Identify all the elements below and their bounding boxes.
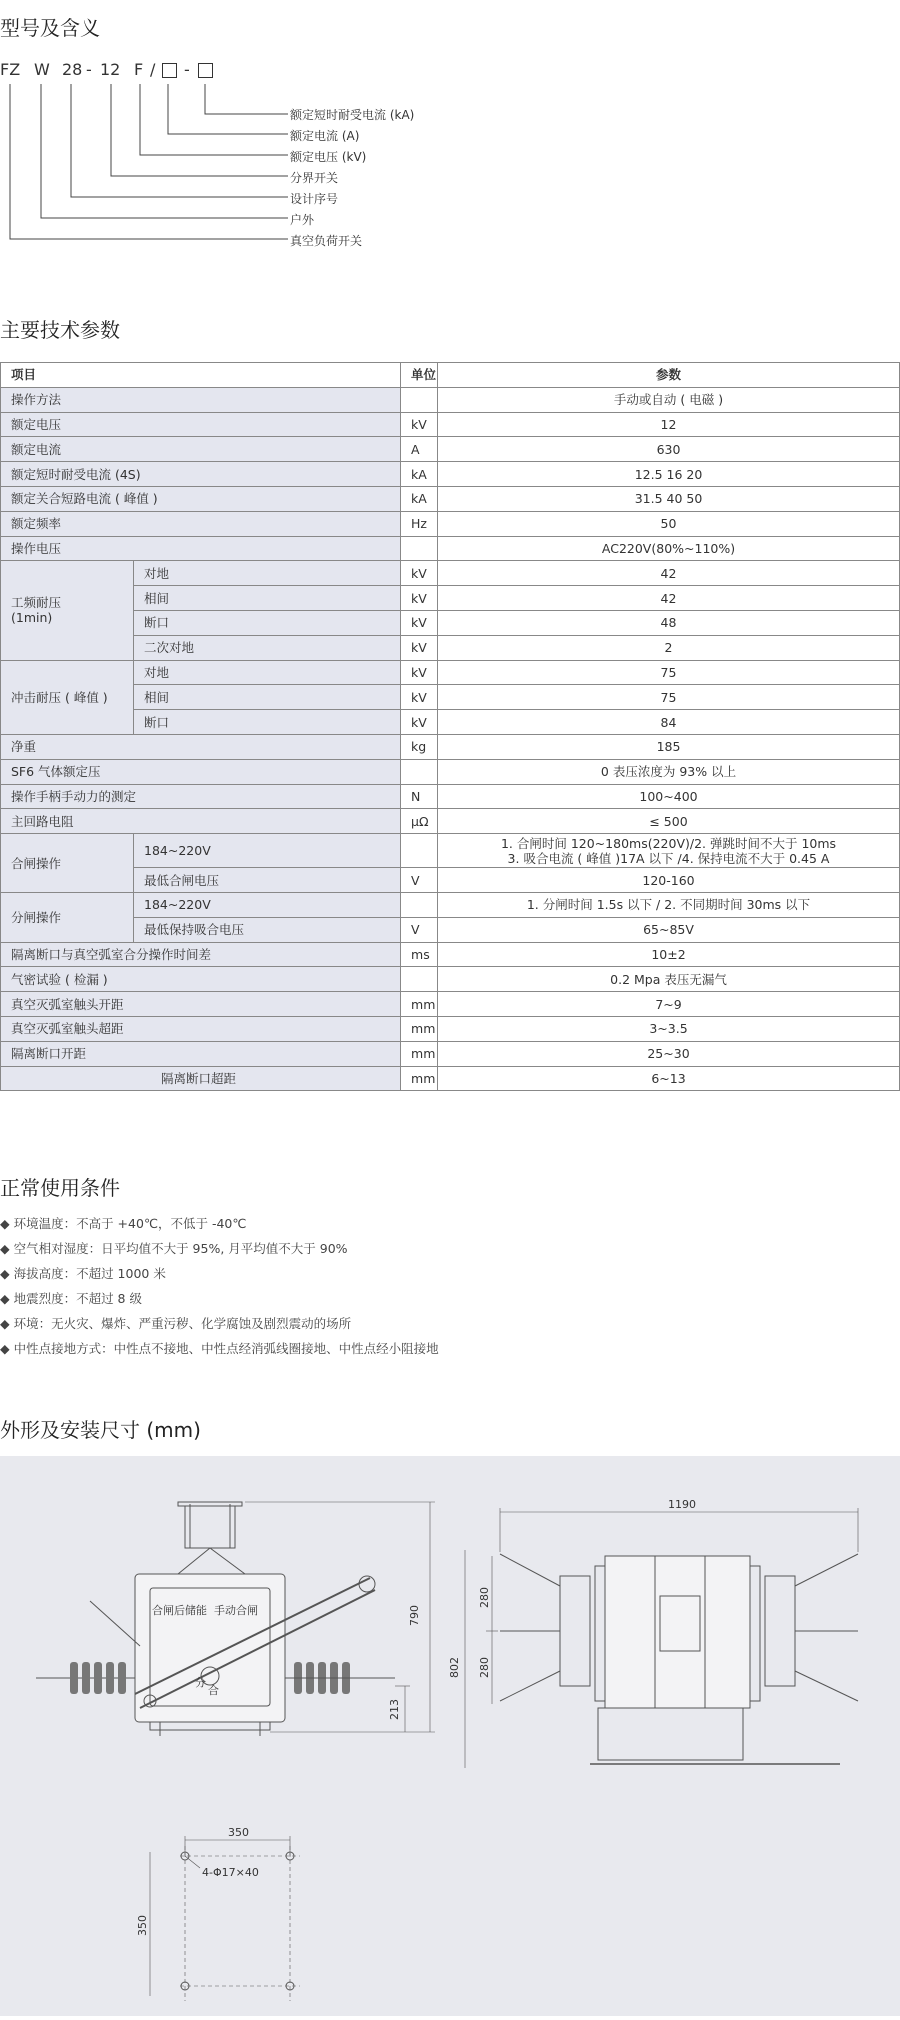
dim-front-height: 790 <box>408 1605 421 1626</box>
row-value: 100~400 <box>438 784 900 809</box>
sub-label: 最低合闸电压 <box>134 868 401 893</box>
row-value-line: 3. 吸合电流 ( 峰值 )17A 以下 /4. 保持电流不大于 0.45 A <box>507 850 830 866</box>
table-row <box>1 387 900 412</box>
row-label: 操作电压 <box>1 536 401 561</box>
row-value: 42 <box>438 586 900 611</box>
group-label-power-freq: 工频耐压 (1min) <box>1 561 134 660</box>
table-row <box>1 561 900 586</box>
sub-label: 相间 <box>134 586 401 611</box>
group-label-closing: 合闸操作 <box>1 834 134 893</box>
sub-label: 二次对地 <box>134 635 401 660</box>
row-unit: N <box>401 784 438 809</box>
row-value: 84 <box>438 710 900 735</box>
dim-base-height: 350 <box>136 1915 149 1936</box>
front-panel-label-1: 合闸后储能 <box>152 1604 207 1617</box>
base-view <box>150 1836 300 2001</box>
row-label: 额定频率 <box>1 511 401 536</box>
table-row <box>1 967 900 992</box>
row-unit <box>401 387 438 412</box>
legend-voltage: 额定电压 (kV) <box>290 150 367 164</box>
row-value: 50 <box>438 511 900 536</box>
table-row <box>1 536 900 561</box>
row-label: 操作手柄手动力的测定 <box>1 784 401 809</box>
table-row <box>1 486 900 511</box>
row-value: 12.5 16 20 <box>438 462 900 487</box>
row-unit <box>401 967 438 992</box>
row-label: 气密试验 ( 检漏 ) <box>1 967 401 992</box>
row-label: 净重 <box>1 734 401 759</box>
table-row <box>1 635 900 660</box>
front-panel-label-2: 手动合闸 <box>214 1604 258 1617</box>
row-value: ≤ 500 <box>438 809 900 834</box>
table-row <box>1 462 900 487</box>
header-item: 项目 <box>1 363 401 388</box>
table-row <box>1 992 900 1017</box>
row-value: 3~3.5 <box>438 1016 900 1041</box>
legend-design-no: 设计序号 <box>290 192 339 206</box>
table-row <box>1 710 900 735</box>
dim-base-width: 350 <box>228 1826 249 1839</box>
table-header-row <box>1 363 900 388</box>
spec-table <box>0 362 900 1091</box>
front-view <box>36 1502 435 1736</box>
table-row <box>1 437 900 462</box>
table-row <box>1 834 900 868</box>
row-value: 手动或自动 ( 电磁 ) <box>438 387 900 412</box>
dim-front-low: 213 <box>388 1699 401 1720</box>
row-label: 额定电流 <box>1 437 401 462</box>
table-row <box>1 734 900 759</box>
dimension-drawing <box>0 1456 900 2016</box>
row-value: 0.2 Mpa 表压无漏气 <box>438 967 900 992</box>
row-value: 10±2 <box>438 942 900 967</box>
row-unit: kA <box>401 462 438 487</box>
row-value: 75 <box>438 660 900 685</box>
dim-side-upper: 280 <box>478 1587 491 1608</box>
sub-label: 对地 <box>134 660 401 685</box>
sub-label: 对地 <box>134 561 401 586</box>
code-dash-2: - <box>184 60 190 79</box>
model-lines <box>0 0 900 260</box>
table-row <box>1 511 900 536</box>
row-value: 25~30 <box>438 1041 900 1066</box>
code-part-w: W <box>34 60 50 79</box>
model-section-title: 型号及含义 <box>0 16 100 40</box>
row-value: 12 <box>438 412 900 437</box>
dim-side-height: 802 <box>448 1657 461 1678</box>
group-label-impulse: 冲击耐压 ( 峰值 ) <box>1 660 134 734</box>
table-row <box>1 868 900 893</box>
row-label: 真空灭弧室触头开距 <box>1 992 401 1017</box>
dim-side-width: 1190 <box>668 1498 696 1511</box>
row-unit: kV <box>401 586 438 611</box>
row-label: 隔离断口与真空弧室合分操作时间差 <box>1 942 401 967</box>
condition-item: ◆ 中性点接地方式：中性点不接地、中性点经消弧线圈接地、中性点经小阻接地 <box>0 1341 439 1356</box>
table-row <box>1 1041 900 1066</box>
row-value: 2 <box>438 635 900 660</box>
row-value: 185 <box>438 734 900 759</box>
row-value: 6~13 <box>438 1066 900 1091</box>
legend-withstand: 额定短时耐受电流 (kA) <box>290 108 415 122</box>
table-row <box>1 942 900 967</box>
row-label: SF6 气体额定压 <box>1 759 401 784</box>
row-value: 120-160 <box>438 868 900 893</box>
row-unit: V <box>401 917 438 942</box>
row-label: 操作方法 <box>1 387 401 412</box>
row-unit: kV <box>401 685 438 710</box>
code-dash-1: - <box>86 60 92 79</box>
side-view <box>465 1508 858 1768</box>
sub-label: 184~220V <box>134 834 401 868</box>
sub-label: 184~220V <box>134 892 401 917</box>
row-value: 0 表压浓度为 93% 以上 <box>438 759 900 784</box>
row-label: 真空灭弧室触头超距 <box>1 1016 401 1041</box>
sub-label: 相间 <box>134 685 401 710</box>
row-value: 65~85V <box>438 917 900 942</box>
row-unit: kV <box>401 610 438 635</box>
row-value: 1. 分闸时间 1.5s 以下 / 2. 不同期时间 30ms 以下 <box>438 892 900 917</box>
row-label: 隔离断口开距 <box>1 1041 401 1066</box>
table-row <box>1 586 900 611</box>
code-part-28: 28 <box>62 60 83 79</box>
row-unit: mm <box>401 992 438 1017</box>
row-unit: ms <box>401 942 438 967</box>
row-label: 隔离断口超距 <box>1 1066 401 1091</box>
row-unit <box>401 892 438 917</box>
condition-item: ◆ 环境：无火灾、爆炸、严重污秽、化学腐蚀及剧烈震动的场所 <box>0 1316 352 1331</box>
table-row <box>1 917 900 942</box>
row-unit: kV <box>401 412 438 437</box>
front-fen-label: 分 <box>195 1676 206 1689</box>
row-unit: V <box>401 868 438 893</box>
legend-current: 额定电流 (A) <box>290 129 360 143</box>
table-row <box>1 809 900 834</box>
table-row <box>1 685 900 710</box>
drawing-svg <box>0 1456 900 2016</box>
row-value: 630 <box>438 437 900 462</box>
conditions-section-title: 正常使用条件 <box>0 1176 120 1200</box>
row-label: 主回路电阻 <box>1 809 401 834</box>
row-unit <box>401 759 438 784</box>
row-unit: mm <box>401 1016 438 1041</box>
sub-label: 断口 <box>134 710 401 735</box>
dim-side-lower: 280 <box>478 1657 491 1678</box>
row-unit: μΩ <box>401 809 438 834</box>
table-row <box>1 784 900 809</box>
row-label: 额定电压 <box>1 412 401 437</box>
row-unit <box>401 834 438 868</box>
row-unit: kV <box>401 710 438 735</box>
row-value: 31.5 40 50 <box>438 486 900 511</box>
row-unit: kV <box>401 561 438 586</box>
condition-item: ◆ 地震烈度：不超过 8 级 <box>0 1291 142 1306</box>
row-unit: mm <box>401 1066 438 1091</box>
legend-boundary-switch: 分界开关 <box>290 171 339 185</box>
row-unit: kA <box>401 486 438 511</box>
header-param: 参数 <box>438 363 900 388</box>
table-row <box>1 759 900 784</box>
table-row <box>1 660 900 685</box>
row-label: 额定短时耐受电流 (4S) <box>1 462 401 487</box>
row-value: 75 <box>438 685 900 710</box>
condition-item: ◆ 海拔高度：不超过 1000 米 <box>0 1266 166 1281</box>
row-value: 42 <box>438 561 900 586</box>
row-unit <box>401 536 438 561</box>
condition-item: ◆ 空气相对湿度：日平均值不大于 95%, 月平均值不大于 90% <box>0 1241 348 1256</box>
table-row <box>1 1016 900 1041</box>
spec-section-title: 主要技术参数 <box>0 318 120 342</box>
row-unit: kg <box>401 734 438 759</box>
condition-item: ◆ 环境温度：不高于 +40℃，不低于 -40℃ <box>0 1216 247 1231</box>
row-unit: mm <box>401 1041 438 1066</box>
table-row <box>1 1066 900 1091</box>
dimensions-section-title: 外形及安装尺寸 (mm) <box>0 1418 201 1442</box>
legend-vacuum-switch: 真空负荷开关 <box>290 234 363 248</box>
row-value-line: 1. 合闸时间 120~180ms(220V)/2. 弹跳时间不大于 10ms <box>500 835 837 851</box>
row-unit: Hz <box>401 511 438 536</box>
row-value: 7~9 <box>438 992 900 1017</box>
dim-base-holes: 4-Φ17×40 <box>202 1866 259 1879</box>
table-row <box>1 610 900 635</box>
sub-label: 断口 <box>134 610 401 635</box>
row-unit: kV <box>401 635 438 660</box>
code-part-fz: FZ <box>0 60 21 79</box>
sub-label: 最低保持吸合电压 <box>134 917 401 942</box>
row-value: 48 <box>438 610 900 635</box>
legend-outdoor: 户外 <box>290 213 315 227</box>
front-he-label: 合 <box>208 1684 219 1697</box>
table-row <box>1 412 900 437</box>
code-slash: / <box>150 60 156 79</box>
code-part-f: F <box>134 60 144 79</box>
code-part-12: 12 <box>100 60 121 79</box>
header-unit: 单位 <box>401 363 438 388</box>
group-label-opening: 分闸操作 <box>1 892 134 942</box>
row-label: 额定关合短路电流 ( 峰值 ) <box>1 486 401 511</box>
row-unit: kV <box>401 660 438 685</box>
row-unit: A <box>401 437 438 462</box>
row-value: AC220V(80%~110%) <box>438 536 900 561</box>
row-value <box>438 834 900 868</box>
table-row <box>1 892 900 917</box>
